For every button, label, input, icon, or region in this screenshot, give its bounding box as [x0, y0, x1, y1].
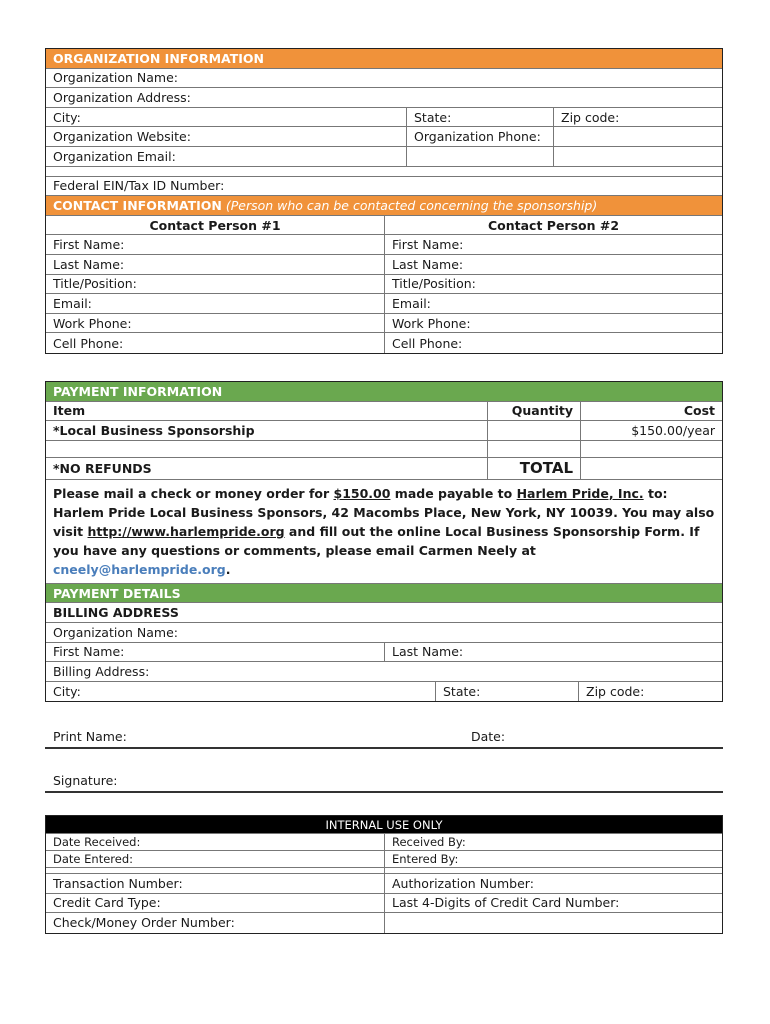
payment-blank-row	[46, 441, 722, 458]
org-email-field-2[interactable]	[406, 147, 553, 166]
org-header: ORGANIZATION INFORMATION	[53, 50, 264, 66]
org-website-label: Organization Website:	[53, 129, 191, 145]
payment-columns-row	[46, 402, 722, 422]
payment-details-header: PAYMENT DETAILS	[53, 585, 181, 601]
billing-address-row	[46, 603, 722, 623]
billing-org-name-label: Organization Name:	[53, 624, 178, 640]
total-field[interactable]	[580, 458, 722, 479]
org-spacer-row	[46, 167, 722, 177]
org-name-label: Organization Name:	[53, 70, 178, 86]
amount: $150.00	[333, 485, 391, 501]
last-4-digits-label: Last 4-Digits of Credit Card Number:	[384, 894, 722, 913]
contact1-last-name-label: Last Name:	[53, 256, 125, 272]
print-name-line[interactable]	[45, 729, 723, 749]
billing-state-label: State:	[435, 682, 578, 702]
contact2-first-name-label: First Name:	[384, 235, 722, 254]
contact-subheader: (Person who can be contacted concerning the sponsorship)	[225, 197, 598, 213]
org-phone-field[interactable]	[553, 127, 722, 146]
billing-city-row[interactable]	[46, 682, 722, 702]
credit-card-type-label: Credit Card Type:	[53, 895, 161, 911]
item-column-heading: Item	[53, 403, 86, 419]
date-entered-label: Date Entered:	[53, 852, 134, 866]
contact-row[interactable]	[46, 294, 722, 314]
billing-address-label: Billing Address:	[53, 663, 150, 679]
no-refunds-note: *NO REFUNDS	[53, 460, 152, 476]
website-link[interactable]: http://www.harlempride.org	[87, 523, 285, 539]
sponsorship-cost: $150.00/year	[580, 421, 722, 440]
billing-first-name-label: First Name:	[53, 644, 125, 660]
contact-header-row	[46, 196, 722, 216]
payment-section	[45, 381, 723, 702]
org-address-row[interactable]	[46, 88, 722, 108]
date-label: Date:	[471, 729, 506, 744]
internal-card-row[interactable]	[46, 894, 722, 914]
internal-header-row	[46, 816, 722, 834]
org-address-label: Organization Address:	[53, 89, 191, 105]
billing-last-name-label: Last Name:	[384, 643, 722, 662]
internal-received-row[interactable]	[46, 834, 722, 851]
contact2-cell-phone-label: Cell Phone:	[384, 333, 722, 353]
payee: Harlem Pride, Inc.	[516, 485, 644, 501]
sponsorship-item-name: *Local Business Sponsorship	[53, 422, 255, 438]
total-row	[46, 458, 722, 480]
received-by-label: Received By:	[384, 834, 722, 850]
contact1-cell-phone-label: Cell Phone:	[53, 335, 124, 351]
contact-person-1-heading: Contact Person #1	[149, 217, 281, 233]
contact1-title-label: Title/Position:	[53, 276, 137, 292]
billing-org-name-row[interactable]	[46, 623, 722, 643]
contact-header: CONTACT INFORMATION	[53, 197, 222, 213]
sponsorship-item-row	[46, 421, 722, 441]
contact2-last-name-label: Last Name:	[384, 255, 722, 274]
contact-columns-row	[46, 216, 722, 236]
org-email-label: Organization Email:	[53, 148, 176, 164]
org-header-row	[46, 49, 722, 69]
email-link[interactable]: cneely@harlempride.org	[53, 561, 226, 577]
total-label: TOTAL	[487, 458, 580, 479]
org-city-row[interactable]	[46, 108, 722, 128]
signature-label: Signature:	[53, 773, 118, 788]
contact-row[interactable]	[46, 255, 722, 275]
authorization-number-label: Authorization Number:	[384, 874, 722, 893]
billing-zip-label: Zip code:	[578, 682, 722, 702]
contact-row[interactable]	[46, 275, 722, 295]
org-email-row[interactable]	[46, 147, 722, 167]
internal-check-row[interactable]	[46, 913, 722, 933]
contact-row[interactable]	[46, 314, 722, 334]
org-website-row[interactable]	[46, 127, 722, 147]
contact1-email-label: Email:	[53, 295, 92, 311]
org-zip-label: Zip code:	[553, 108, 722, 127]
date-received-label: Date Received:	[53, 835, 141, 849]
org-phone-label: Organization Phone:	[406, 127, 553, 146]
contact-person-2-heading: Contact Person #2	[384, 216, 722, 235]
transaction-number-label: Transaction Number:	[53, 875, 183, 891]
payment-header: PAYMENT INFORMATION	[53, 383, 223, 399]
billing-name-row[interactable]	[46, 643, 722, 663]
internal-entered-row[interactable]	[46, 851, 722, 868]
cost-column-heading: Cost	[580, 402, 722, 421]
payment-details-header-row	[46, 584, 722, 604]
contact1-work-phone-label: Work Phone:	[53, 315, 132, 331]
contact2-title-label: Title/Position:	[384, 275, 722, 294]
org-city-label: City:	[53, 109, 81, 125]
contact2-email-label: Email:	[384, 294, 722, 313]
sponsorship-quantity-field[interactable]	[487, 421, 580, 440]
contact-row[interactable]	[46, 235, 722, 255]
mailing-instructions: Please mail a check or money order for $150.00 made payable to Harlem Pride, Inc. to: Harlem Pride Local Business Sponsors, 42 Macombs Place, New York, NY 10039. You may also visit http://www.harlempride.org and fill out the online Local Business Sponsorship Form. If you have any questions or comments, please email Carmen Neely at cneely@harlempride.org.	[46, 480, 722, 584]
quantity-column-heading: Quantity	[487, 402, 580, 421]
contact2-work-phone-label: Work Phone:	[384, 314, 722, 333]
internal-use-section	[45, 815, 723, 934]
billing-address-field-row[interactable]	[46, 662, 722, 682]
organization-information-section	[45, 48, 723, 354]
org-ein-label: Federal EIN/Tax ID Number:	[53, 178, 225, 194]
signature-line[interactable]	[45, 773, 723, 793]
entered-by-label: Entered By:	[384, 851, 722, 867]
org-ein-row[interactable]	[46, 177, 722, 197]
print-name-label: Print Name:	[53, 729, 127, 744]
internal-header: INTERNAL USE ONLY	[325, 817, 443, 832]
org-state-label: State:	[406, 108, 553, 127]
check-number-label: Check/Money Order Number:	[53, 915, 235, 931]
org-name-row[interactable]	[46, 69, 722, 89]
org-email-field-3[interactable]	[553, 147, 722, 166]
payment-header-row	[46, 382, 722, 402]
billing-address-heading: BILLING ADDRESS	[53, 605, 179, 621]
billing-city-label: City:	[53, 684, 81, 700]
internal-transaction-row[interactable]	[46, 874, 722, 894]
contact-row[interactable]	[46, 333, 722, 353]
contact1-first-name-label: First Name:	[53, 237, 125, 253]
